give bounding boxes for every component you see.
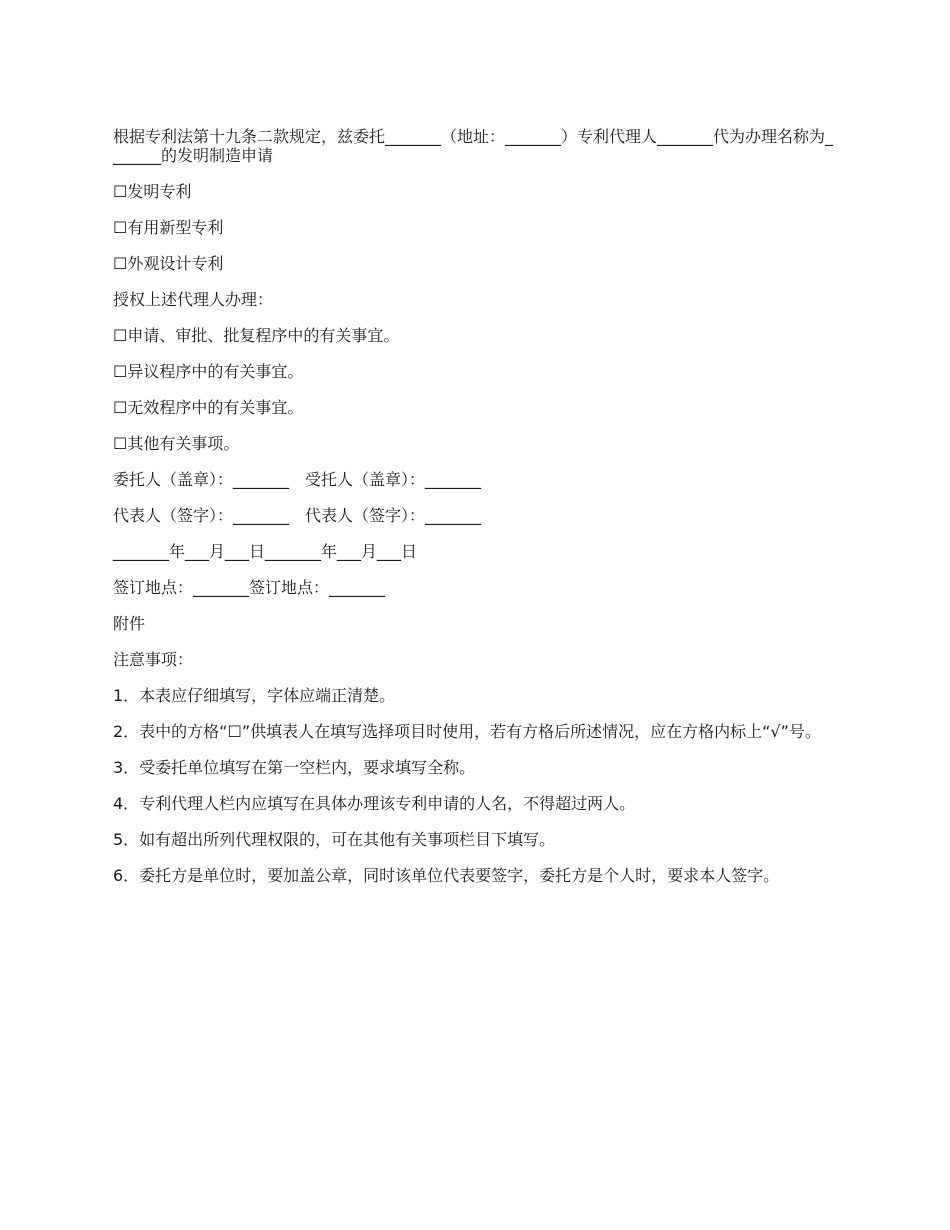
note-item: 2．表中的方格“☐”供填表人在填写选择项目时使用，若有方格后所述情况，应在方格内标上“√”号。 [113,722,821,741]
document-body [113,127,835,902]
signature-date-line: _______年___月___日_______年___月___日 [113,542,418,561]
note-item: 5．如有超出所列代理权限的，可在其他有关事项栏目下填写。 [113,830,556,849]
checkbox-design-patent: ☐外观设计专利 [113,254,224,273]
signature-representative-line: 代表人（签字）：_______ 代表人（签字）：_______ [113,506,482,525]
checkbox-matter-invalidation: ☐无效程序中的有关事宜。 [113,398,304,417]
attachment-label: 附件 [113,614,146,633]
checkbox-matter-other: ☐其他有关事项。 [113,434,240,453]
note-item: 3．受委托单位填写在第一空栏内，要求填写全称。 [113,758,476,777]
checkbox-invention-patent: ☐发明专利 [113,182,192,201]
checkbox-utility-model-patent: ☐有用新型专利 [113,218,224,237]
intro-paragraph: 根据专利法第十九条二款规定，兹委托_______（地址：_______）专利代理人_______代为办理名称为_______的发明制造申请 [113,127,834,165]
signature-place-line: 签订地点：_______签订地点：_______ [113,578,386,597]
checkbox-matter-application: ☐申请、审批、批复程序中的有关事宜。 [113,326,400,345]
checkbox-matter-opposition: ☐异议程序中的有关事宜。 [113,362,304,381]
signature-seal-line: 委托人（盖章）：_______ 受托人（盖章）：_______ [113,470,482,489]
note-item: 1．本表应仔细填写，字体应端正清楚。 [113,686,396,705]
note-item: 4．专利代理人栏内应填写在具体办理该专利申请的人名，不得超过两人。 [113,794,636,813]
notes-heading: 注意事项： [113,650,194,669]
note-item: 6．委托方是单位时，要加盖公章，同时该单位代表要签字，委托方是个人时，要求本人签字。 [113,866,780,885]
authorize-heading: 授权上述代理人办理： [113,290,274,309]
